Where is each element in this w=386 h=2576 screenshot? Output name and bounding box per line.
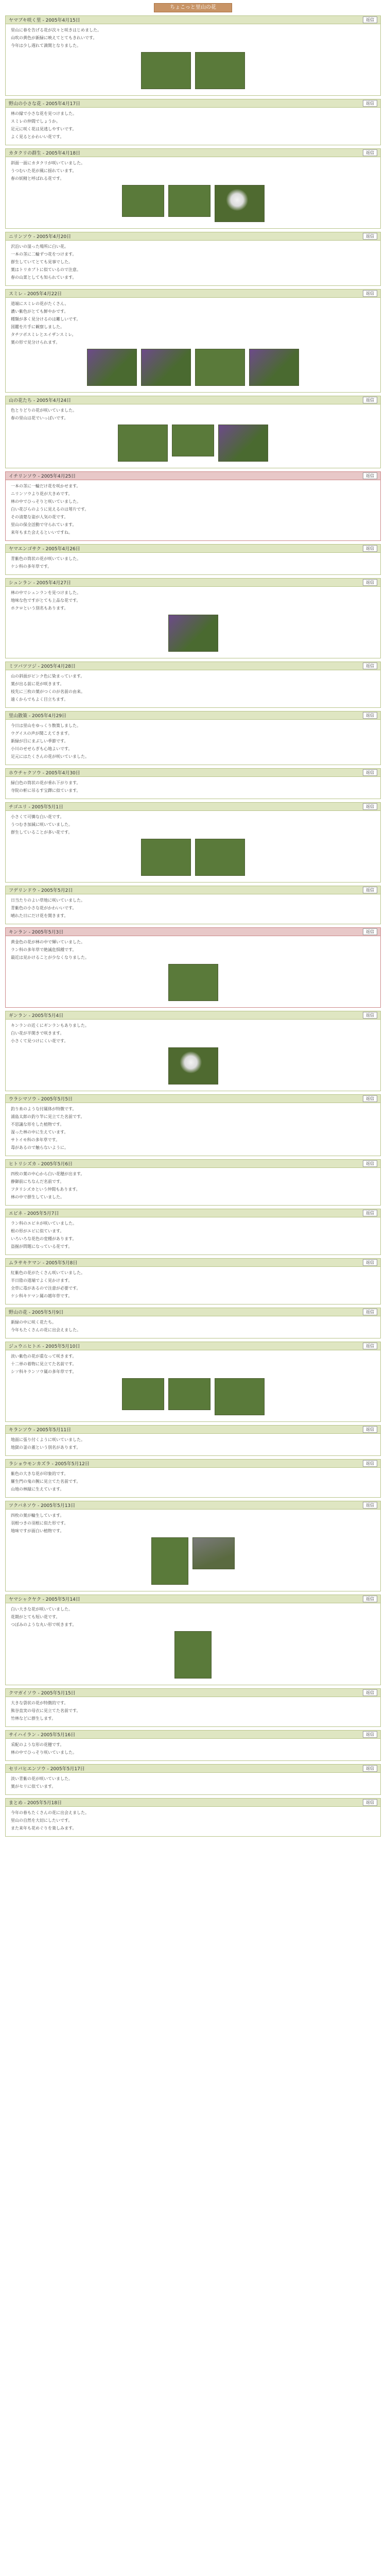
post-title: ホウチャクソウ - 2005年4月30日 — [9, 771, 80, 776]
post — [5, 1459, 381, 1498]
post — [5, 1342, 381, 1422]
post-title: 野山の小さな花 - 2005年4月17日 — [9, 101, 81, 107]
post-text: 采配のような形の花穂です。 — [11, 1742, 64, 1747]
post — [5, 1094, 381, 1156]
post-title: ヤマエンゴサク - 2005年4月26日 — [9, 547, 80, 552]
post-title: ジュウニヒトエ - 2005年5月10日 — [9, 1344, 80, 1349]
post-header — [6, 711, 380, 720]
post-text: キンランの近くにギンランもありました。 — [11, 1023, 89, 1028]
post-text: 山の斜面がピンク色に染まっています。 — [11, 674, 85, 679]
post-text: 山吹の黄色が新緑に映えてとてもきれいです。 — [11, 36, 97, 40]
flower-photo[interactable] — [195, 349, 245, 386]
post — [5, 1798, 381, 1837]
post-body — [6, 157, 380, 228]
post-title: ラショウモンカズラ - 2005年5月12日 — [9, 1462, 90, 1467]
post-text: 一本の茎に一輪だけ花を咲かせます。 — [11, 484, 81, 488]
reply-button[interactable]: 返信 — [363, 663, 377, 669]
photo-row — [11, 52, 375, 89]
flower-photo[interactable] — [151, 1537, 188, 1585]
reply-button[interactable]: 返信 — [363, 1012, 377, 1019]
post-title: 里山散策 - 2005年4月29日 — [9, 714, 67, 719]
post-body — [6, 1168, 380, 1205]
post-text: 小さくて可憐な白い花です。 — [11, 815, 64, 819]
reply-button[interactable]: 返信 — [363, 579, 377, 586]
post-title: キランソウ - 2005年5月11日 — [9, 1428, 72, 1433]
flower-photo[interactable] — [218, 425, 268, 462]
post-text: 林の縁で小さな花を見つけました。 — [11, 111, 77, 116]
post-text: うつむいた花が風に揺れています。 — [11, 168, 77, 173]
post-body — [6, 936, 380, 1007]
post-header — [6, 396, 380, 404]
post-text: フタリシズカという仲間もあります。 — [11, 1187, 80, 1192]
post-text: 群生していることが多い花です。 — [11, 830, 73, 835]
post — [5, 1688, 381, 1727]
post-header — [6, 1501, 380, 1510]
post-header — [6, 928, 380, 936]
post-header — [6, 886, 380, 894]
post-text: 最近は見かけることが少なくなりました。 — [11, 955, 89, 960]
post-text: 花期がとても短い花です。 — [11, 1615, 60, 1619]
flower-photo[interactable] — [87, 349, 137, 386]
post-text: 白い花が半開きで咲きます。 — [11, 1031, 64, 1036]
post-title: まとめ - 2005年5月18日 — [9, 1801, 62, 1806]
post-body — [6, 1603, 380, 1685]
post-body — [6, 894, 380, 924]
post-text: 浦島太郎の釣り竿に見立てた名前です。 — [11, 1114, 85, 1119]
post-body — [6, 553, 380, 574]
flower-photo[interactable] — [122, 1378, 164, 1410]
photo-row — [11, 425, 375, 462]
post-body — [6, 1697, 380, 1726]
post-text: ケシ科キケマン属の越年草です。 — [11, 1294, 73, 1298]
post — [5, 927, 381, 1008]
post-header — [6, 16, 380, 24]
reply-button[interactable]: 返信 — [363, 928, 377, 935]
post-title: キンラン - 2005年5月3日 — [9, 930, 64, 935]
post-text: 湿った林の中に生えています。 — [11, 1130, 68, 1134]
reply-button[interactable]: 返信 — [363, 1799, 377, 1806]
post-text: 葉がセリに似ています。 — [11, 1784, 56, 1789]
post — [5, 1764, 381, 1795]
post-header — [6, 1342, 380, 1350]
post-title: ミツバツツジ - 2005年4月28日 — [9, 664, 76, 669]
photo-row — [11, 1631, 375, 1679]
post-body — [6, 1316, 380, 1338]
post-text: 十二単の着物に見立てた名前です。 — [11, 1362, 77, 1366]
reply-button[interactable]: 返信 — [363, 1095, 377, 1102]
post-text: 青紫色の小さな花がかわいいです。 — [11, 906, 77, 910]
post-text: 寺院の軒に吊るす宝鐸に似ています。 — [11, 788, 81, 793]
post — [5, 1011, 381, 1091]
page-title: ちょこっと里山の花 — [154, 3, 232, 12]
post — [5, 544, 381, 575]
flower-photo[interactable] — [192, 1537, 235, 1569]
post-text: 地味ですが面白い植物です。 — [11, 1529, 64, 1533]
post-header — [6, 1731, 380, 1739]
photo-row — [11, 839, 375, 876]
reply-button[interactable]: 返信 — [363, 1689, 377, 1696]
post-title: ヤマブキ咲く里 - 2005年4月15日 — [9, 18, 80, 23]
post-text: 地面に張り付くように咲いていました。 — [11, 1437, 85, 1442]
post-text: 白い花びらのように見えるのは萼片です。 — [11, 507, 89, 512]
post-text: ニリンソウより花が大きめです。 — [11, 492, 73, 496]
post-text: 竹林などに群生します。 — [11, 1716, 56, 1721]
post-body — [6, 1468, 380, 1497]
post — [5, 578, 381, 658]
post-text: 淡い青紫の花が咲いていました。 — [11, 1776, 73, 1781]
post-title: ヒトリシズカ - 2005年5月6日 — [9, 1162, 73, 1167]
post-text: ホクロという別名もあります。 — [11, 606, 68, 611]
post-text: サトイモ科の多年草です。 — [11, 1138, 60, 1142]
post-text: その清楚な姿が人気の花です。 — [11, 515, 68, 519]
reply-button[interactable]: 返信 — [363, 1502, 377, 1509]
post-text: 羽根つきの羽根に似た形です。 — [11, 1521, 68, 1526]
post-header — [6, 149, 380, 157]
post-header — [6, 232, 380, 241]
flower-photo[interactable] — [141, 349, 191, 386]
post-text: 熊谷直実の母衣に見立てた名前です。 — [11, 1708, 81, 1713]
post-text: 林の中で群生していました。 — [11, 1195, 64, 1199]
post-text: ラン科のエビネが咲いていました。 — [11, 1221, 77, 1226]
post-text: 春の山菜としても知られています。 — [11, 275, 77, 280]
post-text: 今年もたくさんの花に出会えました。 — [11, 1328, 81, 1332]
post-body — [6, 587, 380, 658]
post-text: 足元にはたくさんの花が咲いていました。 — [11, 754, 89, 759]
post-text: 林の中でシュンランを見つけました。 — [11, 590, 81, 595]
reply-button[interactable]: 返信 — [363, 1309, 377, 1315]
post-text: 四枚の葉の中心から白い花穂が出ます。 — [11, 1172, 85, 1176]
reply-button[interactable]: 返信 — [363, 545, 377, 552]
post-header — [6, 1095, 380, 1103]
reply-button[interactable]: 返信 — [363, 397, 377, 403]
post-text: 地獄の釜の蓋という別名があります。 — [11, 1445, 81, 1450]
reply-button[interactable]: 返信 — [363, 1731, 377, 1738]
post — [5, 15, 381, 96]
post-body — [6, 1510, 380, 1591]
flower-photo[interactable] — [168, 615, 218, 652]
post — [5, 1308, 381, 1338]
post-body — [6, 720, 380, 765]
reply-button[interactable]: 返信 — [363, 887, 377, 893]
post-header — [6, 1259, 380, 1267]
post-text: 半日陰の道端でよく見かけます。 — [11, 1278, 73, 1283]
post-body — [6, 1020, 380, 1091]
reply-button[interactable]: 返信 — [363, 290, 377, 297]
post-title: チゴユリ - 2005年5月1日 — [9, 805, 63, 810]
post — [5, 662, 381, 708]
post-text: よく見るとかわいい花です。 — [11, 134, 64, 139]
post-header — [6, 803, 380, 811]
post-text: 不思議な形をした植物です。 — [11, 1122, 64, 1127]
post — [5, 886, 381, 924]
post-text: 日当たりのよい草地に咲いていました。 — [11, 898, 85, 903]
post — [5, 1258, 381, 1304]
flower-photo[interactable] — [168, 1047, 218, 1084]
post-text: 図鑑を片手に観察しました。 — [11, 325, 64, 329]
flower-photo[interactable] — [122, 185, 164, 217]
post-header — [6, 99, 380, 108]
post-body — [6, 1217, 380, 1255]
post-text: 遠くからでもよく目立ちます。 — [11, 697, 68, 702]
post — [5, 1730, 381, 1761]
reply-button[interactable]: 返信 — [363, 149, 377, 156]
post-title: ツクバネソウ - 2005年5月13日 — [9, 1503, 76, 1509]
post-title: 野山の花 - 2005年5月9日 — [9, 1310, 64, 1315]
post-title: ウラシマソウ - 2005年5月5日 — [9, 1097, 73, 1102]
page-wrapper — [5, 0, 381, 1837]
post-text: 枝先に三枚の葉がつくのが名前の由来。 — [11, 689, 85, 694]
flower-photo[interactable] — [172, 425, 214, 456]
post-title: クマガイソウ - 2005年5月15日 — [9, 1691, 76, 1696]
post-text: 釣り糸のような付属体が特徴です。 — [11, 1107, 77, 1111]
photo-row — [11, 1537, 375, 1585]
post-header — [6, 1209, 380, 1217]
post-text: 春の里山は花でいっぱいです。 — [11, 416, 68, 420]
post-text: 林の中でひっそりと咲いていました。 — [11, 499, 81, 504]
post-text: 大きな袋状の花が特徴的です。 — [11, 1701, 68, 1705]
post-text: 白い大きな花が咲いていました。 — [11, 1607, 73, 1612]
post-text: 淡い紫色の花が重なって咲きます。 — [11, 1354, 77, 1359]
post-title: ムラサキケマン - 2005年5月8日 — [9, 1261, 78, 1266]
post-text: 青紫色の筒状の花が咲いていました。 — [11, 556, 81, 561]
post-text: 地味な色ですがとても上品な花です。 — [11, 598, 81, 603]
post-text: 今日は里山をゆっくり散策しました。 — [11, 723, 81, 728]
post-text: 毒があるので触らないように。 — [11, 1145, 68, 1150]
post-header — [6, 1765, 380, 1773]
post-text: 色とりどりの花が咲いていました。 — [11, 408, 77, 413]
flower-photo[interactable] — [118, 425, 168, 462]
flower-photo[interactable] — [249, 349, 299, 386]
post-header — [6, 1595, 380, 1603]
post-text: 林の中でひっそり咲いていました。 — [11, 1750, 77, 1755]
photo-row — [11, 185, 375, 222]
reply-button[interactable]: 返信 — [363, 16, 377, 23]
post — [5, 1159, 381, 1206]
post-body — [6, 1434, 380, 1455]
flower-photo[interactable] — [141, 839, 191, 876]
post-text: うつむき加減に咲いていました。 — [11, 822, 73, 827]
flower-photo[interactable] — [168, 964, 218, 1001]
post-body — [6, 108, 380, 145]
reply-button[interactable]: 返信 — [363, 1160, 377, 1167]
photo-row — [11, 964, 375, 1001]
flower-photo[interactable] — [168, 1378, 210, 1410]
flower-photo[interactable] — [141, 52, 191, 89]
post-text: 沢沿いの湿った場所に白い花。 — [11, 244, 68, 249]
post-text: 新緑が目にまぶしい季節です。 — [11, 739, 68, 743]
post-text: 紅紫色の花がたくさん咲いていました。 — [11, 1270, 85, 1275]
post — [5, 768, 381, 799]
post-text: 盗掘が問題になっている花です。 — [11, 1244, 73, 1249]
post-title: イチリンソウ - 2005年4月25日 — [9, 474, 76, 479]
post-header — [6, 1011, 380, 1020]
post-body — [6, 1267, 380, 1304]
post — [5, 148, 381, 229]
reply-button[interactable]: 返信 — [363, 1343, 377, 1349]
post-text: 里山の自然を大切にしたいです。 — [11, 1818, 73, 1823]
reply-button[interactable]: 返信 — [363, 472, 377, 479]
post-body — [6, 1807, 380, 1836]
post-text: 晴れた日にだけ花を開きます。 — [11, 913, 68, 918]
post-text: 小川のせせらぎも心地よいです。 — [11, 747, 73, 751]
post-text: 葉が出る前に花が咲きます。 — [11, 682, 64, 686]
post-text: 葉はトリカブトに似ているので注意。 — [11, 267, 81, 272]
post-header — [6, 579, 380, 587]
photo-row — [11, 1378, 375, 1415]
post-body — [6, 1103, 380, 1156]
post-text: 根の形がエビに似ています。 — [11, 1229, 64, 1233]
post — [5, 99, 381, 145]
post-text: 全草に毒があるので注意が必要です。 — [11, 1286, 81, 1291]
post-title: シュンラン - 2005年4月27日 — [9, 581, 71, 586]
flower-photo[interactable] — [195, 839, 245, 876]
post-text: ウグイスの声が聞こえてきます。 — [11, 731, 72, 736]
post-text: 紫色の大きな花が印象的です。 — [11, 1471, 68, 1476]
post-text: 種類が多く見分けるのは難しいです。 — [11, 317, 81, 321]
post-title: サイハイラン - 2005年5月16日 — [9, 1733, 76, 1738]
flower-photo[interactable] — [215, 185, 265, 222]
reply-button[interactable]: 返信 — [363, 769, 377, 776]
reply-button[interactable]: 返信 — [363, 100, 377, 107]
post-text: 黄金色の花が林の中で輝いていました。 — [11, 940, 85, 944]
post-text: 斜面一面にカタクリが咲いていました。 — [11, 161, 85, 165]
post-text: 里山に春を告げる花が次々と咲きはじめました。 — [11, 28, 101, 32]
post-header — [6, 545, 380, 553]
post-header — [6, 290, 380, 298]
post — [5, 471, 381, 541]
post-text: 静御前にちなんだ名前です。 — [11, 1179, 64, 1184]
post-header — [6, 1799, 380, 1807]
post-body — [6, 1350, 380, 1421]
post-title: エビネ - 2005年5月7日 — [9, 1211, 59, 1216]
post-text: スミレの仲間でしょうか。 — [11, 119, 60, 124]
post-title: セリバヒエンソウ - 2005年5月17日 — [9, 1767, 85, 1772]
post-text: 足元に咲く花は見逃しやすいです。 — [11, 127, 77, 131]
post-title: カタクリの群生 - 2005年4月18日 — [9, 151, 81, 156]
post — [5, 802, 381, 883]
post-list — [5, 15, 381, 1837]
post-text: シソ科キランソウ属の多年草です。 — [11, 1369, 77, 1374]
post-text: 来年もまた会えるといいですね。 — [11, 530, 73, 535]
post — [5, 289, 381, 393]
post-title: ギンラン - 2005年5月4日 — [9, 1013, 64, 1019]
post-text: 今年の春もたくさんの花に出会えました。 — [11, 1810, 89, 1815]
post — [5, 1209, 381, 1255]
flower-photo[interactable] — [195, 52, 245, 89]
post-header — [6, 472, 380, 480]
post-text: 小さくて見つけにくい花です。 — [11, 1039, 68, 1043]
post-text: 群生していてとても見事でした。 — [11, 260, 73, 264]
flower-photo[interactable] — [215, 1378, 265, 1415]
post-text: 山地の林縁に生えています。 — [11, 1487, 64, 1492]
post-text: 今年は少し遅れて満開となりました。 — [11, 43, 81, 48]
post-body — [6, 480, 380, 540]
flower-photo[interactable] — [168, 185, 210, 217]
post-header — [6, 662, 380, 670]
post-text: ケシ科の多年草です。 — [11, 564, 52, 569]
photo-row — [11, 1047, 375, 1084]
post-body — [6, 670, 380, 707]
post-text: 春の妖精と呼ばれる花です。 — [11, 176, 64, 181]
flower-photo[interactable] — [174, 1631, 212, 1679]
post-text: いろいろな花色の変種があります。 — [11, 1236, 77, 1241]
post-text: 葉の形で見分けられます。 — [11, 340, 60, 345]
post-text: ラン科の多年草で絶滅危惧種です。 — [11, 947, 77, 952]
post-text: 濃い紫色がとても鮮やかです。 — [11, 309, 68, 314]
post-text: 道端にスミレの花がたくさん。 — [11, 301, 69, 306]
post-body — [6, 1739, 380, 1760]
post-body — [6, 811, 380, 882]
reply-button[interactable]: 返信 — [363, 233, 377, 240]
post-text: 一本の茎に二輪ずつ花をつけます。 — [11, 252, 77, 257]
post-header — [6, 1160, 380, 1168]
reply-button[interactable]: 返信 — [363, 1259, 377, 1266]
post-body — [6, 24, 380, 95]
reply-button[interactable]: 返信 — [363, 712, 377, 719]
post-header — [6, 769, 380, 777]
post-text: 緑白色の筒状の花が垂れ下がります。 — [11, 781, 81, 785]
post-body — [6, 777, 380, 799]
post-header — [6, 1460, 380, 1468]
post-header — [6, 1689, 380, 1697]
post — [5, 1595, 381, 1685]
post-text: 里山の保全活動で守られています。 — [11, 522, 77, 527]
reply-button[interactable]: 返信 — [363, 803, 377, 810]
post-title: ニリンソウ - 2005年4月20日 — [9, 234, 72, 240]
post-header — [6, 1426, 380, 1434]
post-title: スミレ - 2005年4月22日 — [9, 292, 62, 297]
post-body — [6, 241, 380, 285]
reply-button[interactable]: 返信 — [363, 1426, 377, 1433]
photo-row — [11, 615, 375, 652]
post-text: また来年も花めぐりを楽しみます。 — [11, 1826, 77, 1831]
reply-button[interactable]: 返信 — [363, 1460, 377, 1467]
reply-button[interactable]: 返信 — [363, 1210, 377, 1216]
post-body — [6, 404, 380, 468]
post — [5, 396, 381, 468]
reply-button[interactable]: 返信 — [363, 1765, 377, 1772]
post — [5, 1425, 381, 1456]
post-text: タチツボスミレとエイザンスミレ。 — [11, 332, 76, 337]
post — [5, 232, 381, 286]
post-text: 四枚の葉が輪生しています。 — [11, 1513, 64, 1518]
post-body — [6, 298, 380, 392]
post-title: フデリンドウ - 2005年5月2日 — [9, 888, 73, 893]
post-title: ヤマシャクヤク - 2005年5月14日 — [9, 1597, 80, 1602]
post-text: 羅生門の鬼の腕に見立てた名前です。 — [11, 1479, 81, 1484]
post-text: 新緑の中に咲く花たち。 — [11, 1320, 56, 1325]
reply-button[interactable]: 返信 — [363, 1596, 377, 1602]
post-header — [6, 1308, 380, 1316]
post — [5, 711, 381, 765]
post-text: つぼみのような丸い形で咲きます。 — [11, 1622, 77, 1627]
photo-row — [11, 349, 375, 386]
post-body — [6, 1773, 380, 1794]
post-title: 山の花たち - 2005年4月24日 — [9, 398, 72, 403]
post — [5, 1501, 381, 1591]
